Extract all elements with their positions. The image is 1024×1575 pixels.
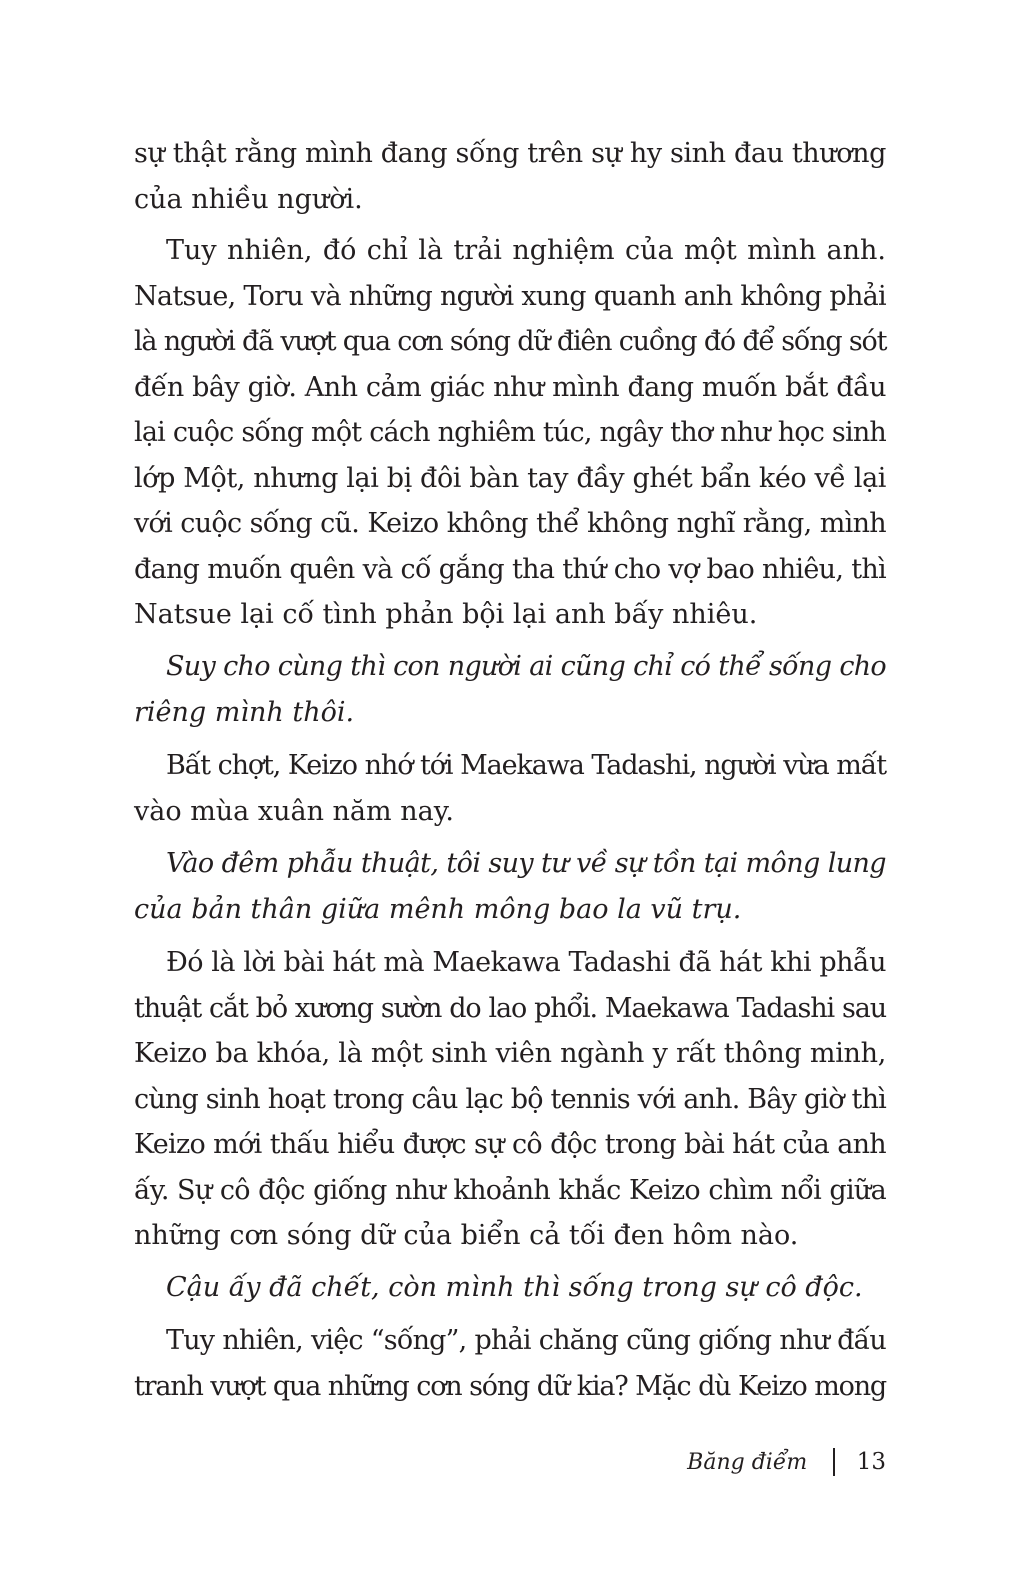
text-line: vào mùa xuân năm nay.	[134, 795, 454, 827]
text-line: lại cuộc sống một cách nghiêm túc, ngây thơ như học sinh	[134, 417, 886, 448]
text-line: thuật cắt bỏ xương sườn do lao phổi. Maekawa Tadashi sau	[134, 992, 886, 1024]
text-line: Natsue lại cố tình phản bội lại anh bấy nhiêu.	[134, 599, 758, 630]
italic-paragraph	[134, 644, 886, 735]
text-line: ấy. Sự cô độc giống như khoảnh khắc Keizo chìm nổi giữa	[134, 1174, 886, 1206]
paragraph	[134, 940, 886, 1259]
text-line: Vào đêm phẫu thuật, tôi suy tư về sự tồn tại mông lung	[166, 848, 886, 879]
text-line: đang muốn quên và cố gắng tha thứ cho vợ bao nhiêu, thì	[134, 553, 886, 585]
text-line: với cuộc sống cũ. Keizo không thể không nghĩ rằng, mình	[134, 508, 886, 539]
text-line: sự thật rằng mình đang sống trên sự hy sinh đau thương	[134, 138, 886, 169]
running-title: Băng điểm	[687, 1449, 808, 1475]
paragraph	[134, 228, 886, 638]
text-line: những cơn sóng dữ của biển cả tối đen hôm nào.	[134, 1220, 799, 1251]
text-line: đến bây giờ. Anh cảm giác như mình đang muốn bắt đầu	[134, 371, 886, 403]
footer-divider	[833, 1448, 835, 1476]
text-line: Cậu ấy đã chết, còn mình thì sống trong sự cô độc.	[166, 1272, 863, 1303]
text-line: Đó là lời bài hát mà Maekawa Tadashi đã hát khi phẫu	[166, 947, 886, 978]
text-line: cùng sinh hoạt trong câu lạc bộ tennis với anh. Bây giờ thì	[134, 1083, 886, 1115]
text-line: của bản thân giữa mênh mông bao la vũ trụ.	[134, 893, 742, 925]
text-line: lớp Một, nhưng lại bị đôi bàn tay đầy ghét bẩn kéo về lại	[134, 462, 886, 494]
text-line: tranh vượt qua những cơn sóng dữ kia? Mặc dù Keizo mong	[134, 1370, 886, 1402]
text-line: Tuy nhiên, việc “sống”, phải chăng cũng giống như đấu	[166, 1325, 886, 1356]
italic-paragraph	[134, 1265, 886, 1311]
text-line: của nhiều người.	[134, 183, 363, 215]
page-footer	[687, 1442, 886, 1482]
text-line: là người đã vượt qua cơn sóng dữ điên cuồng đó để sống sót	[134, 326, 887, 357]
paragraph	[134, 1318, 886, 1409]
text-line: riêng mình thôi.	[134, 696, 355, 728]
paragraph	[134, 131, 886, 222]
text-line: Suy cho cùng thì con người ai cũng chỉ có thể sống cho	[166, 651, 886, 682]
text-line: Bất chợt, Keizo nhớ tới Maekawa Tadashi, người vừa mất	[166, 750, 886, 781]
text-line: Keizo ba khóa, là một sinh viên ngành y rất thông minh,	[134, 1038, 886, 1069]
text-line: Natsue, Toru và những người xung quanh anh không phải	[134, 280, 886, 312]
paragraph	[134, 743, 886, 834]
text-line: Tuy nhiên, đó chỉ là trải nghiệm của một mình anh.	[166, 235, 886, 266]
text-line: Keizo mới thấu hiểu được sự cô độc trong bài hát của anh	[134, 1129, 886, 1160]
page-number: 13	[856, 1449, 886, 1475]
italic-paragraph	[134, 841, 886, 932]
